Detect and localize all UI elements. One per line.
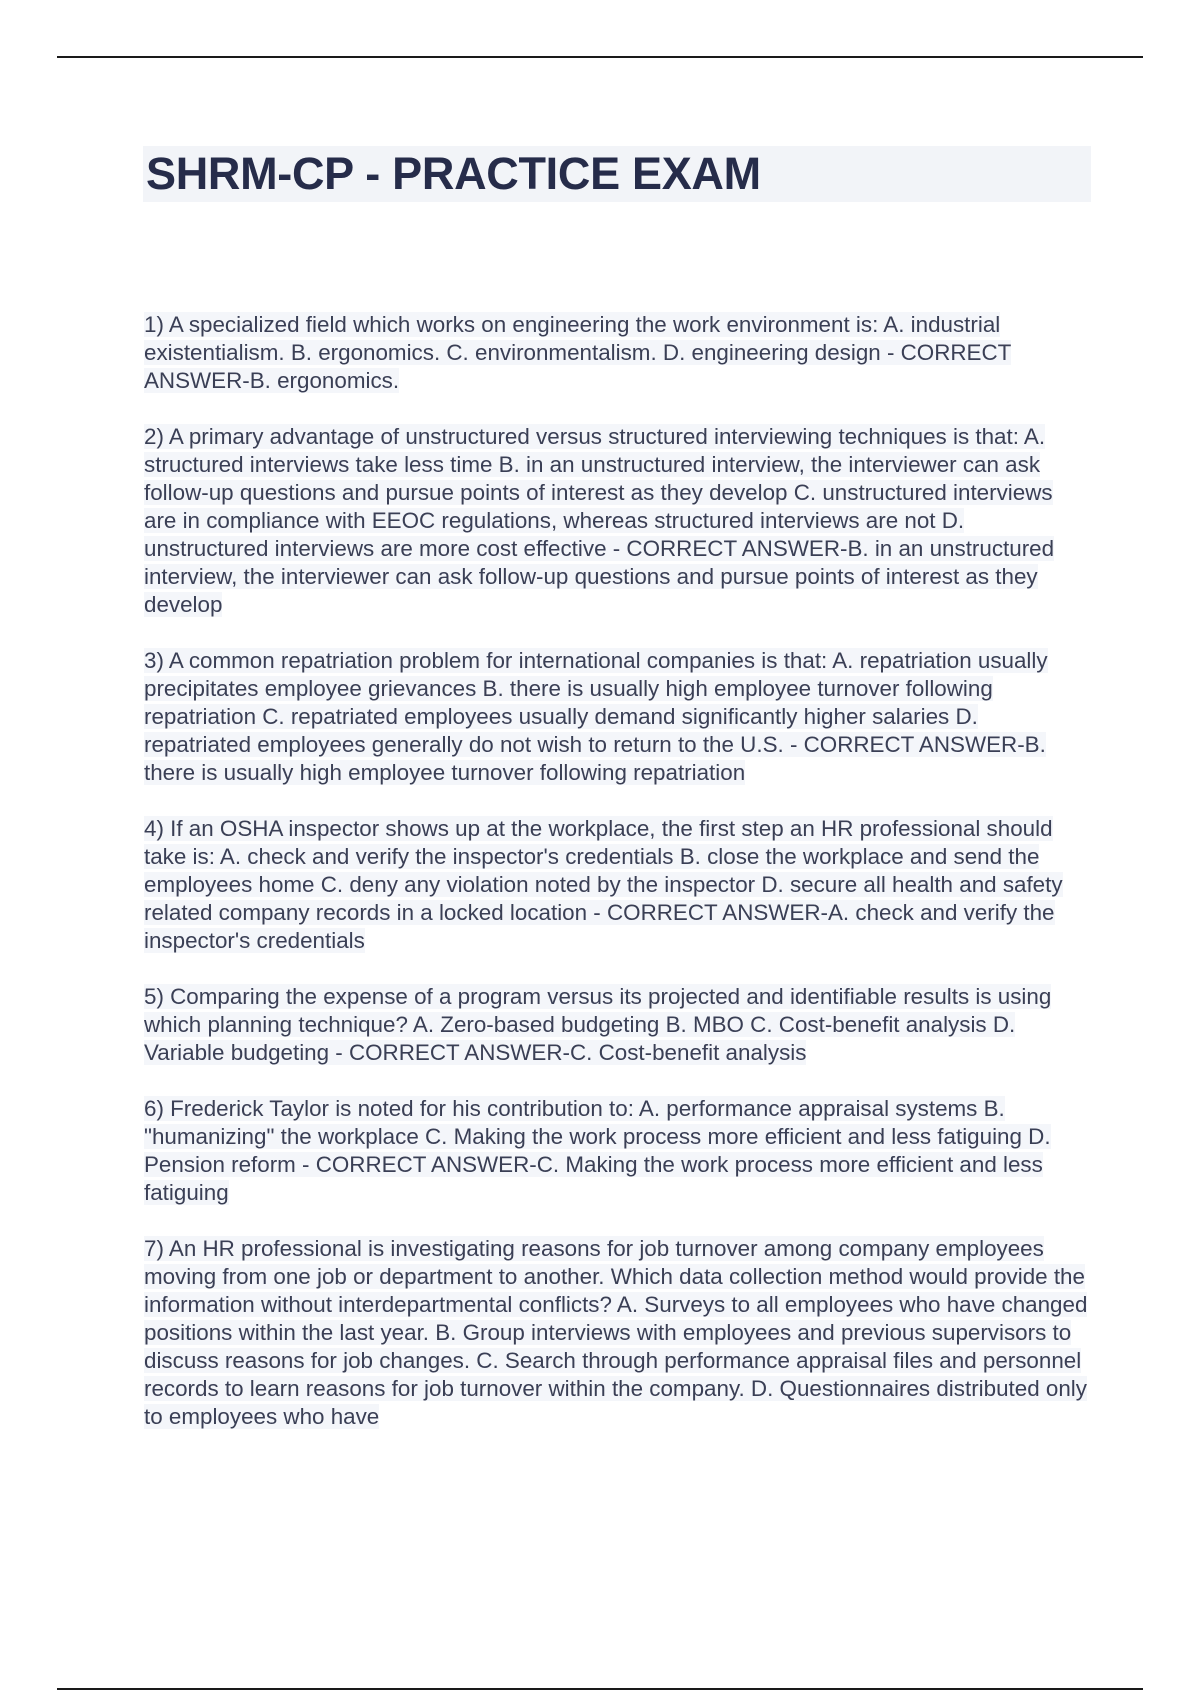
question-text: 6) Frederick Taylor is noted for his contribution to: A. performance appraisal systems B. "humanizing" the workplace C. Making the work process more efficient and less fatiguing D. Pension reform - CORRECT ANSWER-C. Making the work process more efficient and less fatiguing	[144, 1096, 1051, 1205]
question-item	[144, 983, 1090, 1067]
question-text: 1) A specialized field which works on engineering the work environment is: A. industrial existentialism. B. ergonomics. C. environmentalism. D. engineering design - CORRECT ANSWER-B. ergonomics.	[144, 312, 1012, 393]
question-text: 2) A primary advantage of unstructured versus structured interviewing techniques is that: A. structured interviews take less time B. in an unstructured interview, the interviewer can ask follow-up questions and pursue points of interest as they develop C. unstructured interviews are in compliance with EEOC regulations, whereas structured interviews are not D. unstructured interviews are more cost effective - CORRECT ANSWER-B. in an unstructured interview, the interviewer can ask follow-up questions and pursue points of interest as they develop	[144, 424, 1055, 617]
header-rule	[57, 56, 1143, 58]
question-item	[144, 311, 1090, 395]
question-item	[144, 647, 1090, 787]
question-text: 3) A common repatriation problem for international companies is that: A. repatriation usually precipitates employee grievances B. there is usually high employee turnover following repatriation C. repatriated employees usually demand significantly higher salaries D. repatriated employees generally do not wish to return to the U.S. - CORRECT ANSWER-B. there is usually high employee turnover following repatriation	[144, 648, 1048, 785]
question-text: 4) If an OSHA inspector shows up at the workplace, the first step an HR professional should take is: A. check and verify the inspector's credentials B. close the workplace and send the employees home C. deny any violation noted by the inspector D. secure all health and safety related company records in a locked location - CORRECT ANSWER-A. check and verify the inspector's credentials	[144, 816, 1063, 953]
footer-rule	[57, 1688, 1143, 1690]
page-title: SHRM-CP - PRACTICE EXAM	[146, 148, 761, 199]
question-list	[144, 311, 1090, 1459]
question-item	[144, 1095, 1090, 1207]
question-item	[144, 815, 1090, 955]
question-item	[144, 1235, 1090, 1431]
question-text: 5) Comparing the expense of a program versus its projected and identifiable results is using which planning technique? A. Zero-based budgeting B. MBO C. Cost-benefit analysis D. Variable budgeting - CORRECT ANSWER-C. Cost-benefit analysis	[144, 984, 1052, 1065]
question-item	[144, 423, 1090, 619]
question-text: 7) An HR professional is investigating reasons for job turnover among company employees moving from one job or department to another. Which data collection method would provide the information without interdepartmental conflicts? A. Surveys to all employees who have changed positions within the last year. B. Group interviews with employees and previous supervisors to discuss reasons for job changes. C. Search through performance appraisal files and personnel records to learn reasons for job turnover within the company. D. Questionnaires distributed only to employees who have	[144, 1236, 1088, 1429]
